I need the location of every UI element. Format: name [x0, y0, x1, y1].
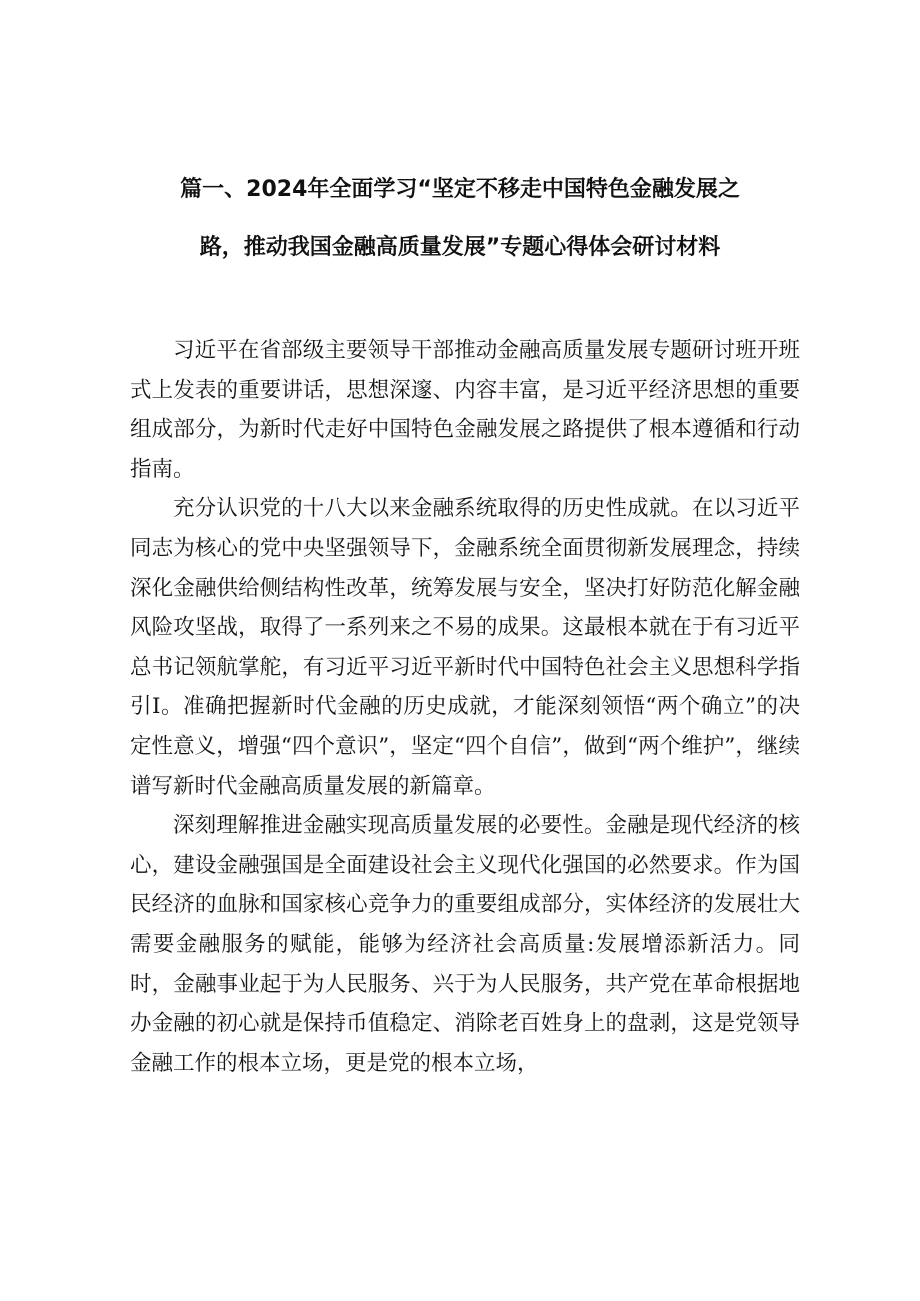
- document-body: [130, 331, 800, 1083]
- paragraph-necessity: 深刻理解推进金融实现高质量发展的必要性。金融是现代经济的核心，建设金融强国是全面建设社会主义现代化强国的必然要求。作为国民经济的血脉和国家核心竞争力的重要组成部分，实体经济的发展壮大需要金融服务的赋能，能够为经济社会高质量:发展增添新活力。同时，金融事业起于为人民服务、兴于为人民服务，共产党在革命根据地办金融的初心就是保持币值稳定、消除老百姓身上的盘剥，这是党领导金融工作的根本立场，更是党的根本立场，: [130, 813, 800, 1076]
- paragraph-achievements: 充分认识党的十八大以来金融系统取得的历史性成就。在以习近平同志为核心的党中央坚强领导下，金融系统全面贯彻新发展理念，持续深化金融供给侧结构性改革，统筹发展与安全，坚决打好防范化解金融风险攻坚战，取得了一系列来之不易的成果。这最根本就在于有习近平总书记领航掌舵，有习近平习近平新时代中国特色社会主义思想科学指引I。准确把握新时代金融的历史成就，才能深刻领悟“两个确立”的决定性意义，增强“四个意识”，坚定“四个自信”，做到“两个维护”，继续谱写新时代金融高质量发展的新篇章。: [130, 496, 800, 799]
- document-title-line-1: 篇一、2024年全面学习“坚定不移走中国特色金融发展之: [180, 177, 740, 202]
- paragraph-intro: 习近平在省部级主要领导干部推动金融高质量发展专题研讨班开班式上发表的重要讲话，思想深邃、内容丰富，是习近平经济思想的重要组成部分，为新时代走好中国特色金融发展之路提供了根本遵循和行动指南。: [130, 338, 800, 482]
- document-title-line-2: 路，推动我国金融高质量发展”专题心得体会研讨材料: [199, 235, 721, 260]
